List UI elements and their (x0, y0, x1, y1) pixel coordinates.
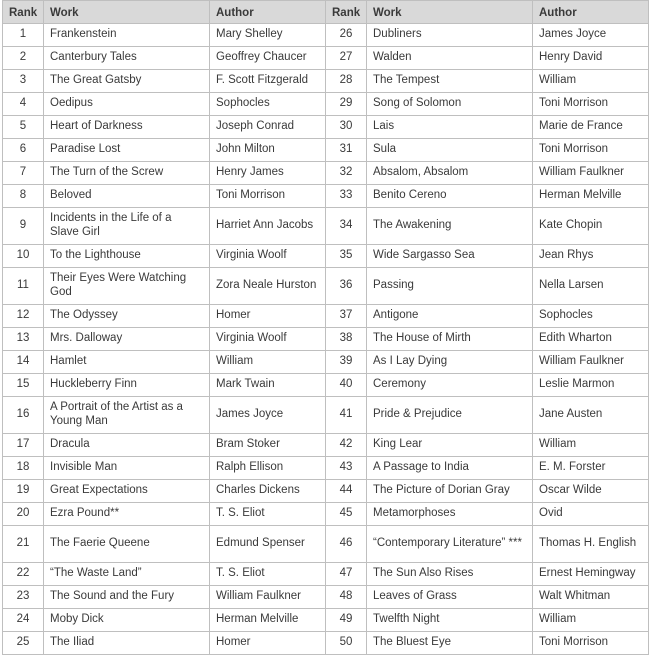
table-row (3, 70, 649, 93)
table-row (3, 162, 649, 185)
rank-value-left: 20 (3, 503, 44, 526)
author-name-right: William Faulkner (533, 162, 649, 185)
author-name-right: Toni Morrison (533, 93, 649, 116)
table-row (3, 93, 649, 116)
table-row (3, 434, 649, 457)
rank-value-left: 8 (3, 185, 44, 208)
rank-value-left: 13 (3, 328, 44, 351)
column-header-work-left: Work (44, 1, 210, 24)
work-title-left: The Faerie Queene (44, 526, 210, 563)
table-row (3, 116, 649, 139)
table-row (3, 374, 649, 397)
rank-value-right: 41 (326, 397, 367, 434)
work-title-right: Absalom, Absalom (367, 162, 533, 185)
work-title-left: Dracula (44, 434, 210, 457)
work-title-right: “Contemporary Literature” *** (367, 526, 533, 563)
table-row (3, 139, 649, 162)
work-title-right: The Bluest Eye (367, 632, 533, 655)
rank-value-left: 14 (3, 351, 44, 374)
author-name-left: Geoffrey Chaucer (210, 47, 326, 70)
work-title-right: Lais (367, 116, 533, 139)
rank-value-right: 39 (326, 351, 367, 374)
author-name-right: William (533, 70, 649, 93)
author-name-right: Edith Wharton (533, 328, 649, 351)
rank-value-left: 2 (3, 47, 44, 70)
author-name-right: Thomas H. English (533, 526, 649, 563)
rank-value-left: 4 (3, 93, 44, 116)
rank-value-left: 12 (3, 305, 44, 328)
work-title-right: The Picture of Dorian Gray (367, 480, 533, 503)
work-title-right: Walden (367, 47, 533, 70)
work-title-left: A Portrait of the Artist as a Young Man (44, 397, 210, 434)
table-row (3, 480, 649, 503)
rank-value-right: 31 (326, 139, 367, 162)
author-name-left: Toni Morrison (210, 185, 326, 208)
rankings-table (2, 0, 649, 655)
author-name-right: Ernest Hemingway (533, 563, 649, 586)
work-title-right: King Lear (367, 434, 533, 457)
work-title-left: Huckleberry Finn (44, 374, 210, 397)
author-name-left: William Faulkner (210, 586, 326, 609)
table-row (3, 351, 649, 374)
work-title-right: The Sun Also Rises (367, 563, 533, 586)
rank-value-left: 19 (3, 480, 44, 503)
work-title-left: The Iliad (44, 632, 210, 655)
author-name-left: Ralph Ellison (210, 457, 326, 480)
author-name-left: Zora Neale Hurston (210, 268, 326, 305)
work-title-right: The House of Mirth (367, 328, 533, 351)
rank-value-right: 37 (326, 305, 367, 328)
rank-value-right: 27 (326, 47, 367, 70)
rank-value-right: 35 (326, 245, 367, 268)
author-name-left: William (210, 351, 326, 374)
work-title-left: The Odyssey (44, 305, 210, 328)
author-name-right: Kate Chopin (533, 208, 649, 245)
work-title-left: The Turn of the Screw (44, 162, 210, 185)
author-name-right: Herman Melville (533, 185, 649, 208)
rank-value-right: 45 (326, 503, 367, 526)
rank-value-left: 15 (3, 374, 44, 397)
work-title-left: Oedipus (44, 93, 210, 116)
rank-value-left: 18 (3, 457, 44, 480)
column-header-author-left: Author (210, 1, 326, 24)
work-title-left: The Great Gatsby (44, 70, 210, 93)
author-name-right: Leslie Marmon (533, 374, 649, 397)
table-row (3, 457, 649, 480)
author-name-left: James Joyce (210, 397, 326, 434)
table-body (3, 24, 649, 655)
work-title-right: Leaves of Grass (367, 586, 533, 609)
work-title-right: Antigone (367, 305, 533, 328)
author-name-right: Sophocles (533, 305, 649, 328)
table-header-row (3, 1, 649, 24)
work-title-left: Ezra Pound** (44, 503, 210, 526)
table-row (3, 586, 649, 609)
table-row (3, 185, 649, 208)
work-title-right: The Awakening (367, 208, 533, 245)
author-name-left: Joseph Conrad (210, 116, 326, 139)
author-name-left: Henry James (210, 162, 326, 185)
author-name-right: Nella Larsen (533, 268, 649, 305)
author-name-left: Mark Twain (210, 374, 326, 397)
author-name-left: Harriet Ann Jacobs (210, 208, 326, 245)
rank-value-left: 6 (3, 139, 44, 162)
author-name-right: William Faulkner (533, 351, 649, 374)
author-name-right: William (533, 609, 649, 632)
table-row (3, 305, 649, 328)
work-title-right: Metamorphoses (367, 503, 533, 526)
table-row (3, 245, 649, 268)
table-row (3, 47, 649, 70)
table-row (3, 24, 649, 47)
rank-value-right: 26 (326, 24, 367, 47)
rank-value-left: 22 (3, 563, 44, 586)
work-title-left: Their Eyes Were Watching God (44, 268, 210, 305)
author-name-right: Jean Rhys (533, 245, 649, 268)
rank-value-right: 29 (326, 93, 367, 116)
table-row (3, 208, 649, 245)
rank-value-right: 32 (326, 162, 367, 185)
rank-value-left: 9 (3, 208, 44, 245)
work-title-left: Paradise Lost (44, 139, 210, 162)
work-title-right: Twelfth Night (367, 609, 533, 632)
rank-value-left: 21 (3, 526, 44, 563)
rank-value-left: 17 (3, 434, 44, 457)
rank-value-right: 49 (326, 609, 367, 632)
rank-value-left: 1 (3, 24, 44, 47)
rank-value-right: 46 (326, 526, 367, 563)
author-name-left: Sophocles (210, 93, 326, 116)
table-row (3, 632, 649, 655)
work-title-right: Pride & Prejudice (367, 397, 533, 434)
rank-value-right: 34 (326, 208, 367, 245)
author-name-left: Bram Stoker (210, 434, 326, 457)
author-name-left: F. Scott Fitzgerald (210, 70, 326, 93)
table-row (3, 503, 649, 526)
table-row (3, 397, 649, 434)
rank-value-right: 36 (326, 268, 367, 305)
author-name-right: Jane Austen (533, 397, 649, 434)
author-name-right: Ovid (533, 503, 649, 526)
author-name-left: Mary Shelley (210, 24, 326, 47)
author-name-left: Herman Melville (210, 609, 326, 632)
table-row (3, 563, 649, 586)
author-name-left: Edmund Spenser (210, 526, 326, 563)
rank-value-left: 23 (3, 586, 44, 609)
rank-value-right: 42 (326, 434, 367, 457)
work-title-left: To the Lighthouse (44, 245, 210, 268)
table-row (3, 609, 649, 632)
rank-value-right: 28 (326, 70, 367, 93)
table-row (3, 268, 649, 305)
author-name-left: T. S. Eliot (210, 563, 326, 586)
work-title-left: Invisible Man (44, 457, 210, 480)
author-name-left: John Milton (210, 139, 326, 162)
work-title-left: Incidents in the Life of a Slave Girl (44, 208, 210, 245)
work-title-left: Great Expectations (44, 480, 210, 503)
rank-value-left: 24 (3, 609, 44, 632)
author-name-right: Henry David (533, 47, 649, 70)
rank-value-right: 33 (326, 185, 367, 208)
rank-value-right: 48 (326, 586, 367, 609)
rank-value-left: 7 (3, 162, 44, 185)
rank-value-left: 5 (3, 116, 44, 139)
work-title-right: The Tempest (367, 70, 533, 93)
author-name-right: E. M. Forster (533, 457, 649, 480)
work-title-right: Ceremony (367, 374, 533, 397)
work-title-left: Moby Dick (44, 609, 210, 632)
author-name-left: Virginia Woolf (210, 245, 326, 268)
author-name-right: Toni Morrison (533, 139, 649, 162)
work-title-right: Dubliners (367, 24, 533, 47)
rank-value-left: 10 (3, 245, 44, 268)
author-name-left: T. S. Eliot (210, 503, 326, 526)
table-row (3, 328, 649, 351)
rank-value-left: 3 (3, 70, 44, 93)
work-title-right: Passing (367, 268, 533, 305)
work-title-left: Hamlet (44, 351, 210, 374)
author-name-right: Toni Morrison (533, 632, 649, 655)
column-header-rank-left: Rank (3, 1, 44, 24)
author-name-right: Oscar Wilde (533, 480, 649, 503)
table-row (3, 526, 649, 563)
rank-value-left: 16 (3, 397, 44, 434)
column-header-work-right: Work (367, 1, 533, 24)
author-name-right: Marie de France (533, 116, 649, 139)
work-title-right: Song of Solomon (367, 93, 533, 116)
work-title-right: Sula (367, 139, 533, 162)
author-name-left: Homer (210, 305, 326, 328)
work-title-right: As I Lay Dying (367, 351, 533, 374)
work-title-right: A Passage to India (367, 457, 533, 480)
author-name-right: Walt Whitman (533, 586, 649, 609)
rank-value-right: 44 (326, 480, 367, 503)
rank-value-right: 40 (326, 374, 367, 397)
column-header-rank-right: Rank (326, 1, 367, 24)
work-title-left: “The Waste Land” (44, 563, 210, 586)
author-name-left: Charles Dickens (210, 480, 326, 503)
rank-value-right: 38 (326, 328, 367, 351)
work-title-left: Mrs. Dalloway (44, 328, 210, 351)
work-title-right: Benito Cereno (367, 185, 533, 208)
work-title-left: The Sound and the Fury (44, 586, 210, 609)
rank-value-right: 43 (326, 457, 367, 480)
rank-value-right: 47 (326, 563, 367, 586)
author-name-left: Virginia Woolf (210, 328, 326, 351)
rank-value-left: 25 (3, 632, 44, 655)
work-title-left: Canterbury Tales (44, 47, 210, 70)
work-title-left: Frankenstein (44, 24, 210, 47)
work-title-right: Wide Sargasso Sea (367, 245, 533, 268)
author-name-left: Homer (210, 632, 326, 655)
work-title-left: Heart of Darkness (44, 116, 210, 139)
author-name-right: James Joyce (533, 24, 649, 47)
work-title-left: Beloved (44, 185, 210, 208)
column-header-author-right: Author (533, 1, 649, 24)
rank-value-left: 11 (3, 268, 44, 305)
rank-value-right: 50 (326, 632, 367, 655)
rank-value-right: 30 (326, 116, 367, 139)
author-name-right: William (533, 434, 649, 457)
